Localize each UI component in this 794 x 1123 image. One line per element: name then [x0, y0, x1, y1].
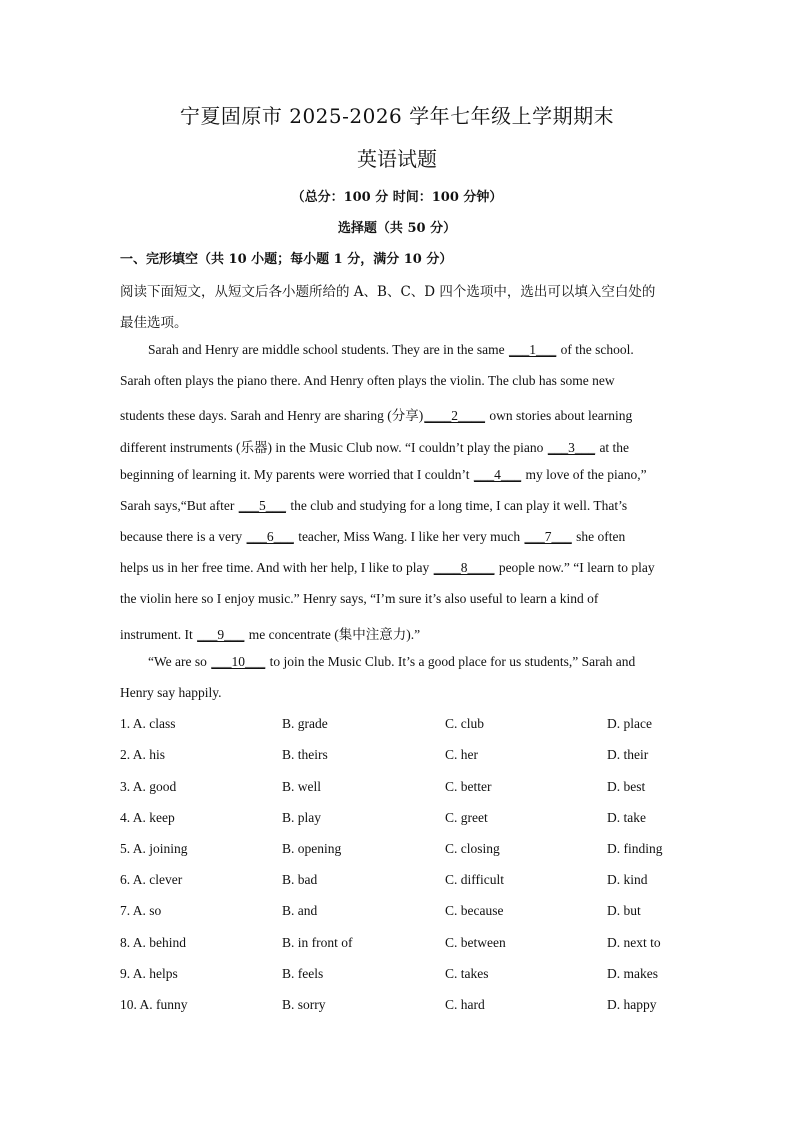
option-c: C. greet	[445, 810, 488, 825]
option-c: C. her	[445, 747, 478, 762]
passage-line	[120, 498, 680, 514]
option-a: 9. A. helps	[120, 966, 178, 981]
blank-2: ____2____	[424, 408, 486, 423]
blank-6: ___6___	[246, 529, 294, 544]
option-c: C. takes	[445, 966, 489, 981]
passage-text: students these days. Sarah and Henry are sharing (分享)	[120, 408, 424, 423]
passage-text: helps us in her free time. And with her help, I like to play	[120, 560, 433, 575]
passage-text: different instruments (乐器) in the Music Club now. “I couldn’t play the piano	[120, 440, 547, 455]
option-b: B. feels	[282, 966, 324, 981]
passage-line	[120, 436, 680, 456]
blank-7: ___7___	[524, 529, 572, 544]
passage-text: people now.” “I learn to play	[495, 560, 655, 575]
blank-8: ____8____	[433, 560, 495, 575]
option-a: 5. A. joining	[120, 841, 188, 856]
option-a: 6. A. clever	[120, 872, 183, 887]
passage-text: my love of the piano,”	[522, 467, 647, 482]
passage-text: Sarah says,“But after	[120, 498, 238, 513]
option-b: B. sorry	[282, 997, 326, 1012]
passage-line	[120, 404, 680, 424]
passage-line	[120, 467, 680, 483]
option-c: C. because	[445, 903, 504, 918]
passage-text: the club and studying for a long time, I can play it well. That’s	[286, 498, 628, 513]
passage-text: me concentrate (集中注意力).”	[245, 627, 421, 642]
passage-text: own stories about learning	[486, 408, 633, 423]
passage-text: to join the Music Club. It’s a good place for us students,” Sarah and	[266, 654, 636, 669]
passage-line	[120, 685, 680, 701]
option-d: D. their	[607, 747, 649, 762]
option-d: D. take	[607, 810, 646, 825]
option-b: B. bad	[282, 872, 318, 887]
blank-3: ___3___	[547, 440, 596, 455]
option-b: B. opening	[282, 841, 342, 856]
passage-text: beginning of learning it. My parents were worried that I couldn’t	[120, 467, 473, 482]
option-a: 1. A. class	[120, 716, 176, 731]
option-d: D. next to	[607, 935, 661, 950]
instruction-line: 阅读下面短文，从短文后各小题所给的 A、B、C、D 四个选项中，选出可以填入空白处的	[120, 284, 656, 300]
passage-line	[148, 654, 708, 670]
section-heading: 选择题（共 50 分）	[337, 221, 457, 236]
option-b: B. and	[282, 903, 318, 918]
option-c: C. club	[445, 716, 484, 731]
score-time-info: （总分：100 分 时间：100 分钟）	[291, 190, 503, 205]
blank-1: ___1___	[509, 342, 557, 357]
passage-line	[148, 342, 708, 358]
passage-text: teacher, Miss Wang. I like her very much	[294, 529, 524, 544]
option-b: B. grade	[282, 716, 328, 731]
passage-text: “We are so	[148, 654, 211, 669]
passage-text: instrument. It	[120, 627, 197, 642]
option-c: C. better	[445, 779, 492, 794]
passage-text: at the	[596, 440, 630, 455]
part-heading: 一、完形填空（共 10 小题；每小题 1 分，满分 10 分）	[120, 252, 453, 267]
passage-text: Henry say happily.	[120, 685, 222, 700]
option-a: 2. A. his	[120, 747, 166, 762]
option-b: B. theirs	[282, 747, 328, 762]
exam-title: 宁夏固原市 2025-2026 学年七年级上学期期末	[179, 104, 615, 128]
option-a: 10. A. funny	[120, 997, 188, 1012]
option-d: D. kind	[607, 872, 648, 887]
passage-text: of the school.	[557, 342, 634, 357]
passage-line	[120, 623, 680, 643]
option-d: D. happy	[607, 997, 657, 1012]
option-c: C. closing	[445, 841, 500, 856]
option-a: 3. A. good	[120, 779, 177, 794]
option-c: C. difficult	[445, 872, 504, 887]
option-d: D. finding	[607, 841, 663, 856]
blank-9: ___9___	[197, 627, 245, 642]
passage-line	[120, 591, 680, 607]
blank-10: ___10___	[211, 654, 266, 669]
option-a: 7. A. so	[120, 903, 162, 918]
option-c: C. hard	[445, 997, 485, 1012]
option-d: D. but	[607, 903, 641, 918]
passage-line	[120, 529, 680, 545]
option-b: B. well	[282, 779, 321, 794]
option-d: D. best	[607, 779, 646, 794]
passage-line	[120, 373, 680, 389]
passage-text: because there is a very	[120, 529, 246, 544]
option-d: D. place	[607, 716, 652, 731]
passage-text: she often	[572, 529, 626, 544]
passage-text: Sarah often plays the piano there. And Henry often plays the violin. The club has some new	[120, 373, 615, 388]
option-b: B. play	[282, 810, 321, 825]
option-a: 4. A. keep	[120, 810, 175, 825]
blank-4: ___4___	[473, 467, 522, 482]
option-a: 8. A. behind	[120, 935, 186, 950]
exam-subject: 英语试题	[357, 147, 437, 171]
blank-5: ___5___	[238, 498, 286, 513]
passage-text: the violin here so I enjoy music.” Henry says, “I’m sure it’s also useful to learn a kind of	[120, 591, 599, 606]
option-d: D. makes	[607, 966, 658, 981]
option-c: C. between	[445, 935, 506, 950]
passage-line	[120, 560, 680, 576]
option-b: B. in front of	[282, 935, 353, 950]
passage-text: Sarah and Henry are middle school students. They are in the same	[148, 342, 509, 357]
instruction-line: 最佳选项。	[120, 315, 188, 331]
